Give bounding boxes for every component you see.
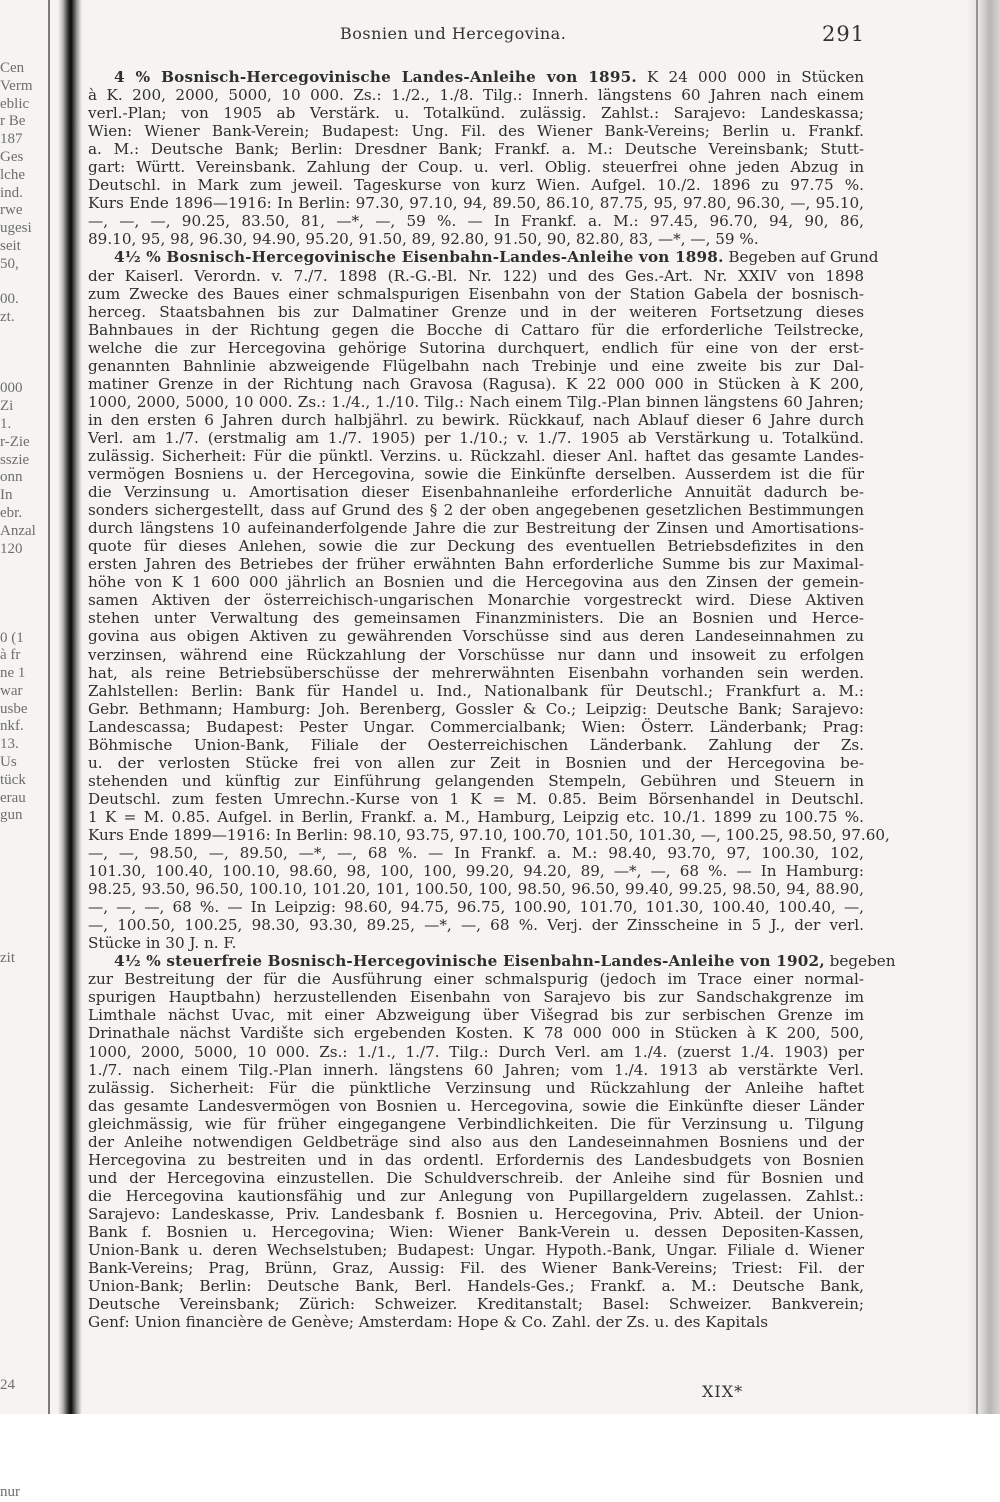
text-line: spurigen Hauptbahn) herzustellenden Eisenbahn von Sarajevo bis zur Sandschakgrenze im — [88, 988, 864, 1007]
text-line: der Anleihe notwendigen Geldbeträge sind also aus den Landeseinnahmen Bosniens und der — [88, 1132, 864, 1151]
binding-edge-line — [48, 0, 50, 1414]
text-line: Bank f. Bosnien u. Hercegovina; Wien: Wiener Bank-Verein u. dessen Depositen-Kassen, — [88, 1223, 864, 1241]
bleed-fragment — [0, 1466, 84, 1484]
page-body — [88, 68, 896, 1332]
text-line: zur Bestreitung der für die Ausführung einer schmalspurig (jedoch im Trace einer normal- — [88, 970, 864, 989]
signature-mark: XIX* — [702, 1382, 744, 1401]
text-line: das gesamte Landesvermögen von Bosnien u. Hercegovina, sowie die Einkünfte dieser Länder — [88, 1096, 864, 1115]
bleed-fragment: zt. — [0, 309, 15, 326]
text-line: zulässig. Sicherheit: Für die pünktliche Verzinsung und Rückzahlung der Anleihe haftet — [88, 1078, 864, 1097]
text-line: —, —, —, 68 %. — In Leipzig: 98.60, 94.75, 96.75, 100.90, 101.70, 101.30, 100.40, 100.40, —, — [88, 898, 864, 917]
text-line: —, —, —, 90.25, 83.50, 81, —*, —, 59 %. — In Frankf. a. M.: 97.45, 96.70, 94, 90, 86, — [88, 212, 864, 231]
section-title: 4 % Bosnisch-Hercegovinische Landes-Anleihe von 1895. — [114, 68, 637, 86]
text-line: 1./7. nach einem Tilg.-Plan innerh. längstens 60 Jahren; vom 1./4. 1913 ab verstärkte Verl. — [88, 1060, 864, 1079]
bleed-fragment: ne 1 — [0, 665, 26, 682]
text-line: Deutschl. in Mark zum jeweil. Tageskurse von kurz Wien. Aufgel. 10./2. 1896 zu 97.75 %. — [88, 176, 864, 195]
bleed-fragment: erau — [0, 789, 26, 806]
bleed-fragment: nur — [0, 1483, 20, 1500]
section-heading-line — [88, 952, 896, 971]
text-line: hat, als reine Betriebsüberschüsse der mehrerwähnten Eisenbahn vorhanden sein werden. — [88, 663, 864, 682]
bleed-fragment — [0, 1448, 84, 1466]
text-line: —, 100.50, 100.25, 98.30, 93.30, 89.25, —*, —, 68 %. Verj. der Zinsscheine in 5 J., der verl. — [88, 916, 864, 935]
text-line: u. der verlosten Stücke frei von allen zur Zeit in Bosnien und der Hercegovina be- — [88, 753, 864, 772]
text-line: in den ersten 6 Jahren durch halbjährl. zu bewirk. Rückkauf, nach Ablauf dieser 6 Jahre durch — [88, 410, 864, 429]
bleed-fragment: eblic — [0, 95, 30, 112]
text-line: Sarajevo: Landeskasse, Priv. Landesbank f. Bosnien u. Hercegovina, Priv. Abteil. der Union- — [88, 1204, 864, 1223]
section-title-continuation: begeben — [824, 952, 896, 971]
section-title: 4½ % steuerfreie Bosnisch-Hercegovinische Eisenbahn-Landes-Anleihe von 1902, — [114, 952, 825, 971]
section-title-continuation: Begeben auf Grund — [723, 248, 879, 267]
text-line: a. M.: Deutsche Bank; Berlin: Dresdner Bank; Frankf. a. M.: Deutsche Vereinsbank; Stutt- — [88, 140, 864, 159]
bleed-fragment: r Be — [0, 113, 26, 130]
bleed-fragment: Verm — [0, 77, 33, 94]
bleed-fragment: 187 — [0, 131, 23, 148]
text-line: samen Aktiven der österreichisch-ungarischen Monarchie vorgestreckt wird. Diese Aktiven — [88, 591, 864, 610]
text-line: Verl. am 1./7. (erstmalig am 1./7. 1905) per 1./10.; v. 1./7. 1905 ab Verstärkung u. Totalkünd. — [88, 428, 864, 447]
text-line: à K. 200, 2000, 5000, 10 000. Zs.: 1./2., 1./8. Tilg.: Innerh. längstens 60 Jahren nach einem — [88, 86, 864, 105]
text-line: 89.10, 95, 98, 96.30, 94.90, 95.20, 91.50, 89, 92.80, 91.50, 90, 82.80, 83, —*, —, 59 %. — [88, 230, 759, 249]
text-line: Kurs Ende 1896—1916: In Berlin: 97.30, 97.10, 94, 89.50, 86.10, 87.75, 95, 97.80, 96.30, —, 95.10, — [88, 194, 864, 213]
text-line: welche die zur Hercegovina gehörige Sutorina durchquert, endlich für eine von der erst- — [88, 338, 864, 357]
right-page-edge-shadow — [966, 0, 1000, 1414]
text-line: Union-Bank u. deren Wechselstuben; Budapest: Ungar. Hypoth.-Bank, Ungar. Filiale d. Wiener — [88, 1241, 864, 1260]
bleed-fragment: 0 (1 — [0, 629, 24, 646]
bleed-fragment: ind. — [0, 184, 23, 201]
text-line: govina aus obigen Aktiven zu gewährenden Vorschüsse sind aus deren Landeseinnahmen zu — [88, 627, 864, 646]
text-line: 98.25, 93.50, 96.50, 100.10, 101.20, 101, 100.50, 100, 98.50, 96.50, 99.40, 99.25, 98.50, 94, 88.90, — [88, 880, 864, 899]
text-line: —, —, 98.50, —, 89.50, —*, —, 68 %. — In Frankf. a. M.: 98.40, 93.70, 97, 100.30, 102, — [88, 844, 864, 863]
text-line: Böhmische Union-Bank, Filiale der Oesterreichischen Länderbank. Zahlung der Zs. — [88, 735, 864, 754]
text-line: höhe von K 1 600 000 jährlich an Bosnien und die Hercegovina aus den Zinsen der gemein- — [88, 573, 864, 592]
bleed-fragment: onn — [0, 469, 23, 486]
text-line: zum Zwecke des Baues einer schmalspurigen Eisenbahn von der Station Gabela der bosnisch- — [88, 284, 864, 303]
text-line: 1000, 2000, 5000, 10 000. Zs.: 1./1., 1./7. Tilg.: Durch Verl. am 1./4. (zuerst 1./4. 1903) per — [88, 1042, 864, 1061]
section-landes-anleihe-1895 — [88, 68, 864, 248]
text-line: Union-Bank; Berlin: Deutsche Bank, Berl. Handels-Ges.; Frankf. a. M.: Deutsche Bank, — [88, 1277, 864, 1296]
text-line: quote für dieses Anlehen, sowie die zur Deckung des eventuellen Betriebsdefizites in den — [88, 537, 864, 556]
text-line: Gebr. Bethmann; Hamburg: Joh. Berenberg, Gossler & Co.; Leipzig: Deutsche Bank; Sarajevo: — [88, 699, 864, 718]
text-line: gart: Württ. Vereinsbank. Zahlung der Coup. u. verl. Oblig. steuerfrei ohne jeden Abzug in — [88, 158, 864, 177]
text-line: verl.-Plan; von 1905 ab Verstärk. u. Totalkünd. zulässig. Zahlst.: Sarajevo: Landeskassa; — [88, 104, 864, 123]
bleed-fragment: ebr. — [0, 504, 23, 521]
bleed-fragment — [0, 1430, 84, 1448]
text-line: genannten Bahnlinie abzweigende Flügelbahn nach Trebinje und eine zweite bis zur Dal- — [88, 356, 864, 375]
section-title: 4½ % Bosnisch-Hercegovinische Eisenbahn-Landes-Anleihe von 1898. — [114, 248, 724, 267]
bleed-fragment: seit — [0, 237, 21, 254]
bleed-fragment: Zi — [0, 398, 14, 415]
text-line: 1 K = M. 0.85. Aufgel. in Berlin, Frankf. a. M., Hamburg, Leipzig etc. 10./1. 1899 zu 100.75 %. — [88, 807, 864, 826]
bleed-fragment: Us — [0, 754, 17, 771]
text-line: stehenden und künftig zur Einführung gelangenden Stempeln, Gebühren und Steuern in — [88, 771, 864, 790]
text-line: die Hercegovina kautionsfähig und zur Anlegung von Pupillargeldern zugelassen. Zahlst.: — [88, 1186, 864, 1205]
text-line: 101.30, 100.40, 100.10, 98.60, 98, 100, 100, 99.20, 94.20, 89, —*, —, 68 %. — In Hamburg: — [88, 862, 864, 881]
section-title-continuation: K 24 000 000 in Stücken — [636, 68, 864, 86]
text-line: Landescassa; Budapest: Pester Ungar. Commercialbank; Wien: Österr. Länderbank; Prag: — [88, 717, 864, 736]
text-line: Deutsche Vereinsbank; Zürich: Schweizer. Kreditanstalt; Basel: Schweizer. Bankverein; — [88, 1295, 864, 1314]
bleed-fragment: 120 — [0, 540, 23, 557]
text-line: Kurs Ende 1899—1916: In Berlin: 98.10, 93.75, 97.10, 100.70, 101.50, 101.30, —, 100.25, 98.50, 97.60, — [88, 825, 890, 844]
bleed-fragment: Cen — [0, 60, 25, 76]
bleed-fragment: usbe — [0, 700, 28, 717]
text-line: sonders sichergestellt, dass auf Grund des § 2 der oben angegebenen gesetzlichen Bestimmungen — [88, 501, 864, 520]
bleed-fragment: ugesi — [0, 220, 32, 237]
bleed-fragment: r-Zie — [0, 433, 30, 450]
text-line: ersten Jahren des Betriebes der früher erwähnten Bahn erforderliche Summe bis zur Maximal- — [88, 555, 864, 574]
bleed-fragment: nkf. — [0, 718, 24, 735]
bleed-fragment: à fr — [0, 647, 21, 664]
text-line: Drinathale nächst Vardište sich ergebenden Kosten. K 78 000 000 in Stücken à K 200, 500, — [88, 1024, 864, 1043]
bleed-fragment: 24 — [0, 1376, 15, 1393]
text-line: Deutschl. zum festen Umrechn.-Kurse von 1 K = M. 0.85. Beim Börsenhandel in Deutschl. — [88, 789, 864, 808]
text-line: Wien: Wiener Bank-Verein; Budapest: Ung. Fil. des Wiener Bank-Vereins; Berlin u. Frankf. — [88, 122, 864, 141]
bleed-fragment: In — [0, 487, 13, 504]
section-eisenbahn-anleihe-1898 — [88, 248, 890, 953]
text-line: der Kaiserl. Verordn. v. 7./7. 1898 (R.-G.-Bl. Nr. 122) und des Ges.-Art. Nr. XXIV von 1898 — [88, 266, 864, 285]
text-line: Limthale nächst Uvac, mit einer Abzweigung über Višegrad bis zur serbischen Grenze im — [88, 1006, 864, 1025]
bleed-fragment: Ges — [0, 148, 24, 165]
page-number: 291 — [822, 22, 866, 46]
bleed-fragment: gun — [0, 807, 23, 824]
text-line: Bank-Vereins; Prag, Brünn, Graz, Aussig: Fil. des Wiener Bank-Vereins; Triest: Fil. der — [88, 1259, 864, 1278]
text-line: die Verzinsung u. Amortisation dieser Eisenbahnanleihe erforderliche Annuität dadurch be- — [88, 483, 864, 502]
bleed-fragment: 1. — [0, 415, 12, 432]
text-line: vermögen Bosniens u. der Hercegovina, sowie die Einkünfte derselben. Ausserdem ist die für — [88, 465, 864, 484]
bleed-fragment: rwe — [0, 202, 23, 219]
bleed-fragment: 50, — [0, 255, 19, 272]
right-page-edge-line — [976, 0, 978, 1414]
text-line: matiner Grenze in der Richtung nach Gravosa (Ragusa). K 22 000 000 in Stücken à K 200, — [88, 374, 864, 393]
bleed-fragment: Anzal — [0, 522, 36, 539]
book-spine-shadow — [58, 0, 82, 1414]
text-line: herceg. Staatsbahnen bis zur Dalmatiner Grenze und in der weiteren Fortsetzung dieses — [88, 302, 864, 321]
text-line: Zahlstellen: Berlin: Bank für Handel u. Ind., Nationalbank für Deutschl.; Frankfurt a. M.: — [88, 681, 864, 700]
bleed-fragment: sszie — [0, 451, 30, 468]
bleed-fragment: war — [0, 682, 23, 699]
text-line: Stücke in 30 J. n. F. — [88, 934, 237, 953]
bleed-fragment: 000 — [0, 380, 23, 397]
text-line: Bahnbaues in der Richtung gegen die Bocche di Cattaro für die erforderliche Teilstrecke, — [88, 320, 864, 339]
text-line: durch längstens 10 aufeinanderfolgende Jahre die zur Bestreitung der Zinsen und Amortisations- — [88, 519, 864, 538]
bleed-fragment: 00. — [0, 291, 19, 308]
section-heading-line — [88, 248, 879, 267]
text-line: stehen unter Verwaltung des gemeinsamen Finanzministers. Die an Bosnien und Herce- — [88, 609, 864, 628]
running-head: Bosnien und Hercegovina. — [340, 24, 567, 43]
bleed-fragment: tück — [0, 771, 26, 788]
text-line: gleichmässig, wie für früher eingegangene Verbindlichkeiten. Die für Verzinsung u. Tilgung — [88, 1114, 864, 1133]
bleed-fragment — [0, 1413, 84, 1431]
text-line: zulässig. Sicherheit: Für die pünktl. Verzins. u. Rückzahl. dieser Anl. haftet das gesamte Landes- — [88, 446, 864, 465]
bleed-fragment: lche — [0, 166, 25, 183]
text-line: verzinsen, während eine Rückzahlung der Vorschüsse nur dann und insoweit zu erfolgen — [88, 645, 864, 664]
section-eisenbahn-anleihe-1902 — [88, 952, 896, 1332]
text-line: 1000, 2000, 5000, 10 000. Zs.: 1./4., 1./10. Tilg.: Nach einem Tilg.-Plan binnen längstens 60 Jahren; — [88, 392, 864, 411]
bleed-fragment: zit — [0, 949, 15, 966]
text-line: Genf: Union financière de Genève; Amsterdam: Hope & Co. Zahl. der Zs. u. des Kapitals — [88, 1313, 769, 1332]
text-line: Hercegovina zu bestreiten und in das ordentl. Erfordernis des Landesbudgets von Bosnien — [88, 1150, 864, 1169]
section-heading-line — [88, 68, 864, 86]
text-line: und der Hercegovina einzustellen. Die Schuldverschreib. der Anleihe sind für Bosnien und — [88, 1168, 864, 1187]
bleed-fragment: 13. — [0, 736, 19, 753]
